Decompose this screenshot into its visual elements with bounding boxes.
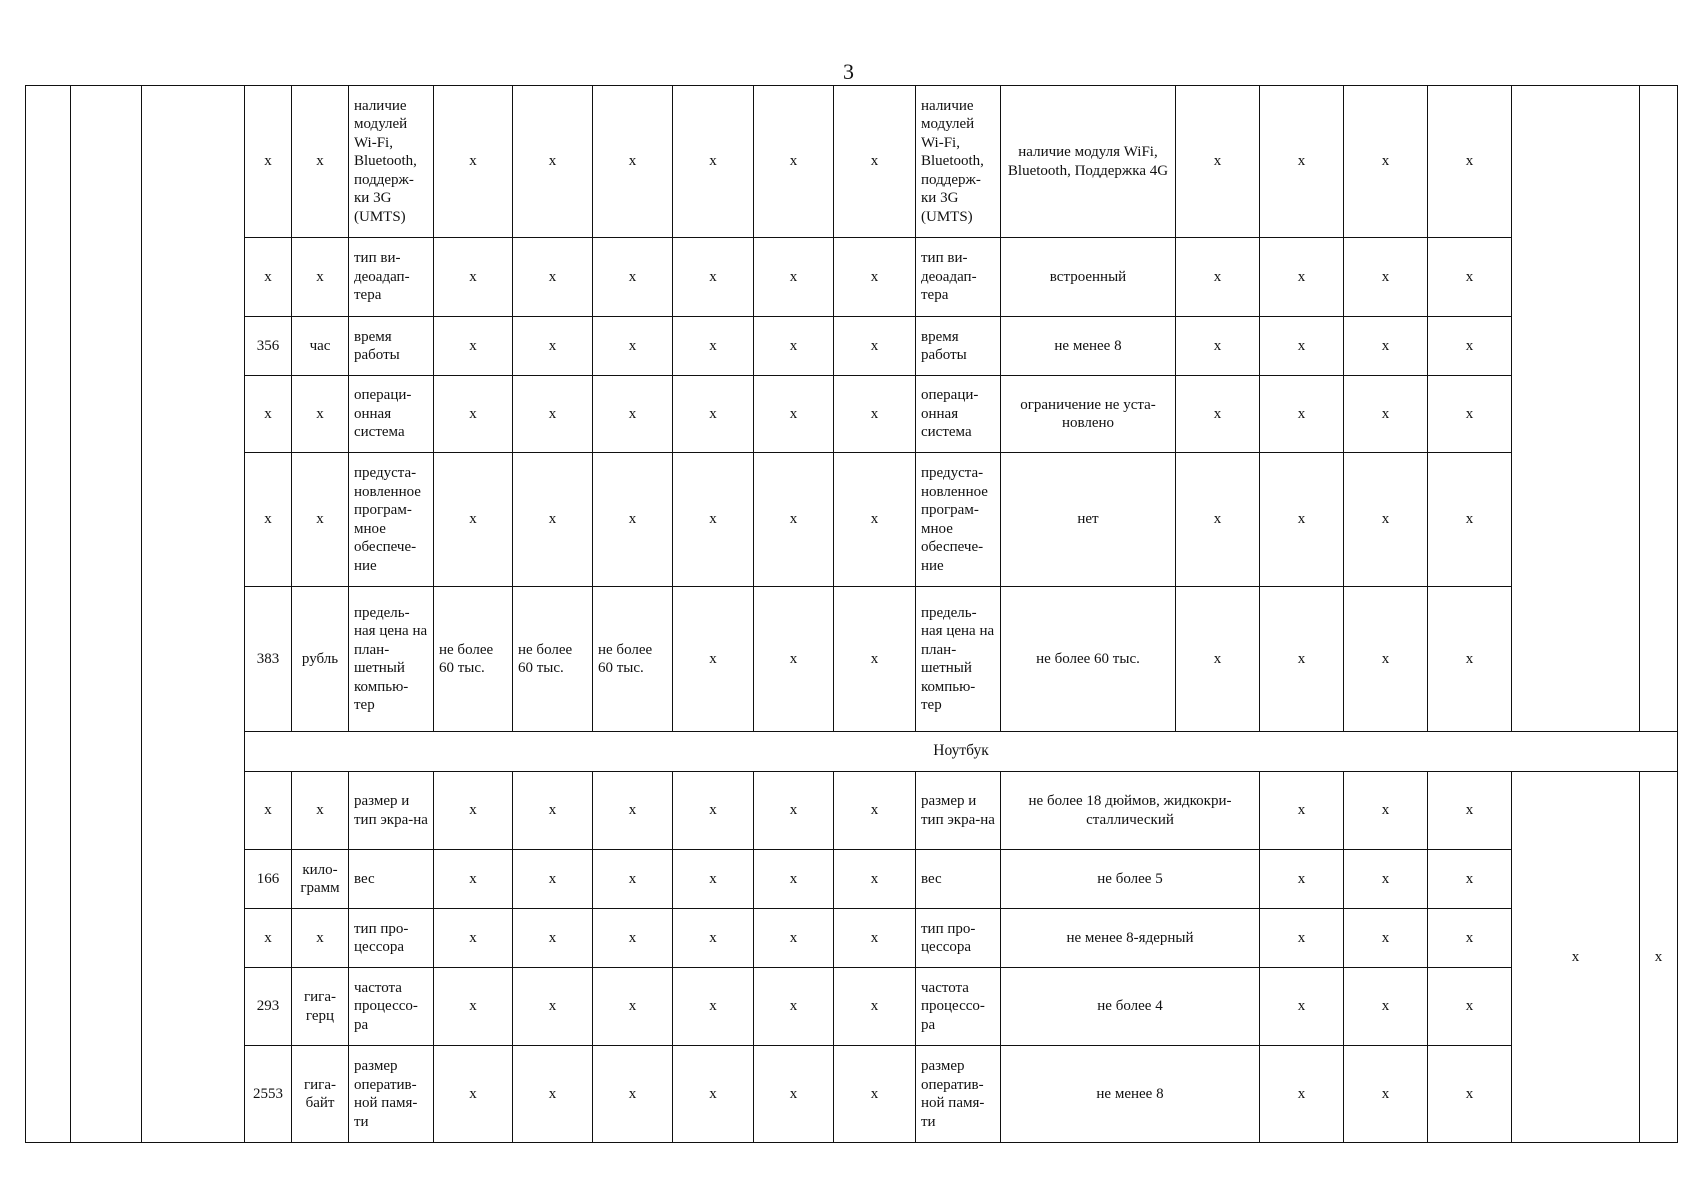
unit-cell: кило-грамм [292,850,349,909]
value-cell: x [754,772,834,850]
value-cell: x [593,850,673,909]
parameter-name-cell: предель-ная цена на план-шетный компью-тер [916,587,1001,732]
requirement-value-cell: не менее 8 [1001,1046,1260,1143]
value-cell: x [1260,587,1344,732]
value-cell: x [754,86,834,238]
parameter-name-cell: время работы [916,317,1001,376]
value-cell: x [1176,453,1260,587]
value-cell: x [1428,909,1512,968]
value-cell: x [754,968,834,1046]
value-cell: x [1260,772,1344,850]
value-cell: x [593,453,673,587]
value-cell: x [1260,238,1344,317]
requirement-value-cell: встроенный [1001,238,1176,317]
value-cell: x [513,968,593,1046]
value-cell: x [1428,587,1512,732]
value-cell: x [1260,1046,1344,1143]
blank-cell [142,86,245,1143]
table-row [26,86,1678,238]
requirement-value-cell: не более 18 дюймов, жидкокри-сталлический [1001,772,1260,850]
value-cell: x [673,850,754,909]
value-cell: x [513,1046,593,1143]
value-cell: x [834,317,916,376]
value-cell: x [1428,238,1512,317]
value-cell: x [754,1046,834,1143]
value-cell: x [1344,453,1428,587]
value-cell: x [513,238,593,317]
parameter-name-cell: вес [916,850,1001,909]
value-cell: x [1176,238,1260,317]
table-row [26,587,1678,732]
value-cell: x [593,317,673,376]
value-cell: x [434,317,513,376]
requirement-value-cell: не более 4 [1001,968,1260,1046]
value-cell: не более 60 тыс. [513,587,593,732]
requirement-value-cell: не менее 8-ядерный [1001,909,1260,968]
blank-cell [1512,86,1640,732]
value-cell: x [1428,968,1512,1046]
value-cell: x [673,772,754,850]
value-cell: x [1512,772,1640,1143]
value-cell: x [1344,238,1428,317]
value-cell: x [673,1046,754,1143]
value-cell: x [754,238,834,317]
section-row [26,732,1678,772]
value-cell: x [1344,86,1428,238]
parameter-name-cell: тип про-цессора [916,909,1001,968]
value-cell: x [834,238,916,317]
value-cell: x [673,238,754,317]
value-cell: x [434,1046,513,1143]
value-cell: x [673,968,754,1046]
unit-cell: x [292,86,349,238]
requirement-value-cell: не менее 8 [1001,317,1176,376]
value-cell: x [673,86,754,238]
value-cell: x [1260,850,1344,909]
value-cell: x [593,909,673,968]
value-cell: не более 60 тыс. [593,587,673,732]
value-cell: x [434,86,513,238]
value-cell: x [434,238,513,317]
value-cell: x [754,453,834,587]
parameter-name-cell: размер оператив-ной памя-ти [916,1046,1001,1143]
parameter-name-cell: частота процессо-ра [916,968,1001,1046]
value-cell: x [1344,376,1428,453]
value-cell: x [1260,453,1344,587]
table-row [26,453,1678,587]
value-cell: x [513,909,593,968]
value-cell: x [834,587,916,732]
value-cell: x [1344,1046,1428,1143]
parameter-name-cell: время работы [349,317,434,376]
value-cell: x [593,1046,673,1143]
blank-cell [26,86,71,1143]
value-cell: x [834,376,916,453]
unit-cell: x [292,238,349,317]
requirement-value-cell: нет [1001,453,1176,587]
value-cell: x [593,238,673,317]
parameter-name-cell: предель-ная цена на план-шетный компью-тер [349,587,434,732]
value-cell: x [513,772,593,850]
value-cell: x [593,772,673,850]
value-cell: x [434,376,513,453]
blank-cell [71,86,142,1143]
parameter-name-cell: операци-онная система [916,376,1001,453]
value-cell: x [513,317,593,376]
value-cell: x [1344,587,1428,732]
unit-cell: x [292,453,349,587]
unit-cell: рубль [292,587,349,732]
section-title: Ноутбук [245,732,1678,772]
value-cell: x [434,772,513,850]
value-cell: x [834,1046,916,1143]
code-cell: x [245,772,292,850]
code-cell: 383 [245,587,292,732]
value-cell: x [434,909,513,968]
value-cell: x [834,772,916,850]
value-cell: x [1344,968,1428,1046]
value-cell: x [834,86,916,238]
table-row [26,317,1678,376]
value-cell: x [1344,772,1428,850]
value-cell: x [673,587,754,732]
value-cell: x [593,86,673,238]
value-cell: x [513,850,593,909]
value-cell: x [754,587,834,732]
value-cell: x [434,453,513,587]
value-cell: x [1428,772,1512,850]
page-number: 3 [843,59,854,84]
value-cell: x [834,453,916,587]
parameter-name-cell: наличие модулей Wi-Fi, Bluetooth, поддерж-ки 3G (UMTS) [349,86,434,238]
value-cell: x [593,968,673,1046]
table-row [26,1046,1678,1143]
parameter-name-cell: размер и тип экра-на [349,772,434,850]
code-cell: x [245,909,292,968]
code-cell: x [245,238,292,317]
value-cell: x [1428,317,1512,376]
parameter-name-cell: тип ви-деоадап-тера [916,238,1001,317]
value-cell: x [1260,968,1344,1046]
code-cell: x [245,453,292,587]
code-cell: x [245,86,292,238]
parameter-name-cell: размер оператив-ной памя-ти [349,1046,434,1143]
value-cell: x [1260,86,1344,238]
value-cell: x [1176,317,1260,376]
parameter-name-cell: наличие модулей Wi-Fi, Bluetooth, поддерж-ки 3G (UMTS) [916,86,1001,238]
value-cell: x [1176,376,1260,453]
value-cell: x [1640,772,1678,1143]
value-cell: x [434,850,513,909]
value-cell: x [1176,587,1260,732]
value-cell: x [673,376,754,453]
value-cell: x [1344,909,1428,968]
value-cell: x [1260,909,1344,968]
value-cell: x [513,86,593,238]
table-row [26,376,1678,453]
value-cell: x [834,968,916,1046]
value-cell: x [1428,86,1512,238]
code-cell: 356 [245,317,292,376]
parameter-name-cell: предуста-новленное програм-мное обеспече-ние [916,453,1001,587]
value-cell: x [1428,850,1512,909]
value-cell: x [1176,86,1260,238]
table-row [26,238,1678,317]
value-cell: x [1428,376,1512,453]
code-cell: 293 [245,968,292,1046]
requirement-value-cell: наличие модуля WiFi, Bluetooth, Поддержка 4G [1001,86,1176,238]
code-cell: 166 [245,850,292,909]
value-cell: x [1260,317,1344,376]
value-cell: x [1428,1046,1512,1143]
table-row [26,772,1678,850]
unit-cell: час [292,317,349,376]
table-row [26,909,1678,968]
value-cell: x [673,317,754,376]
parameter-name-cell: предуста-новленное програм-мное обеспече-ние [349,453,434,587]
value-cell: x [1428,453,1512,587]
value-cell: x [754,317,834,376]
parameter-name-cell: размер и тип экра-на [916,772,1001,850]
unit-cell: x [292,376,349,453]
parameter-name-cell: операци-онная система [349,376,434,453]
value-cell: x [513,376,593,453]
unit-cell: гига-герц [292,968,349,1046]
value-cell: x [834,909,916,968]
blank-cell [1640,86,1678,732]
value-cell: x [673,453,754,587]
value-cell: x [673,909,754,968]
value-cell: x [754,909,834,968]
value-cell: x [1344,317,1428,376]
parameter-name-cell: частота процессо-ра [349,968,434,1046]
code-cell: 2553 [245,1046,292,1143]
value-cell: не более 60 тыс. [434,587,513,732]
table-row [26,850,1678,909]
requirements-table [25,85,1678,1143]
value-cell: x [434,968,513,1046]
unit-cell: x [292,909,349,968]
value-cell: x [754,850,834,909]
requirement-value-cell: не более 5 [1001,850,1260,909]
requirement-value-cell: ограничение не уста-новлено [1001,376,1176,453]
value-cell: x [513,453,593,587]
unit-cell: x [292,772,349,850]
unit-cell: гига-байт [292,1046,349,1143]
value-cell: x [834,850,916,909]
table-row [26,968,1678,1046]
value-cell: x [1260,376,1344,453]
value-cell: x [754,376,834,453]
requirement-value-cell: не более 60 тыс. [1001,587,1176,732]
parameter-name-cell: тип ви-деоадап-тера [349,238,434,317]
value-cell: x [593,376,673,453]
value-cell: x [1344,850,1428,909]
code-cell: x [245,376,292,453]
parameter-name-cell: вес [349,850,434,909]
parameter-name-cell: тип про-цессора [349,909,434,968]
